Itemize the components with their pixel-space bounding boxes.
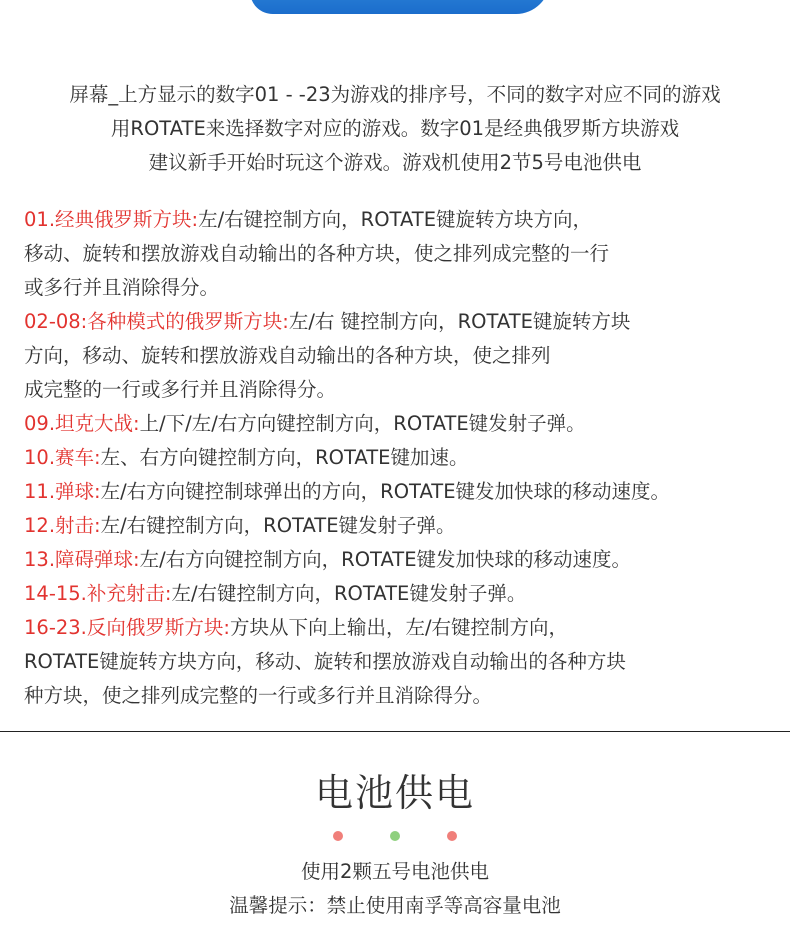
rule-line — [24, 407, 790, 441]
rule-text: ROTATE键旋转方块方向，移动、旋转和摆放游戏自动输出的各种方块 — [24, 650, 626, 673]
rule-name: 16-23.反向俄罗斯方块: — [24, 616, 230, 639]
rule-line — [24, 237, 790, 271]
intro-text — [0, 78, 790, 180]
rule-line — [24, 441, 790, 475]
rule-text: 或多行并且消除得分。 — [24, 276, 220, 299]
rule-line — [24, 339, 790, 373]
rule-text: 种方块，使之排列成完整的一行或多行并且消除得分。 — [24, 684, 493, 707]
rule-text: 左/右 键控制方向，ROTATE键旋转方块 — [288, 310, 631, 333]
game-device-image — [250, 0, 550, 14]
rule-line — [24, 475, 790, 509]
intro-line: 建议新手开始时玩这个游戏。游戏机使用2节5号电池供电 — [148, 151, 642, 174]
rule-line — [24, 679, 790, 713]
rule-name: 14-15.补充射击: — [24, 582, 172, 605]
rule-text: 成完整的一行或多行并且消除得分。 — [24, 378, 337, 401]
rule-name: 13.障碍弹球: — [24, 548, 140, 571]
rule-line — [24, 271, 790, 305]
rule-text: 左、右方向键控制方向，ROTATE键加速。 — [100, 446, 469, 469]
rule-line — [24, 611, 790, 645]
section-title: 电池供电 — [314, 771, 475, 815]
rule-name: 10.赛车: — [24, 446, 101, 469]
rule-text: 上/下/左/右方向键控制方向，ROTATE键发射子弹。 — [139, 412, 586, 435]
game-rules-list — [24, 203, 790, 713]
rule-line — [24, 543, 790, 577]
dot-icon — [447, 831, 457, 841]
rule-text: 方向，移动、旋转和摆放游戏自动输出的各种方块，使之排列 — [24, 344, 551, 367]
dot-icon — [390, 831, 400, 841]
rule-line — [24, 305, 790, 339]
rule-text: 左/右键控制方向，ROTATE键发射子弹。 — [100, 514, 456, 537]
rule-name: 11.弹球: — [24, 480, 101, 503]
intro-line: 用ROTATE来选择数字对应的游戏。数字01是经典俄罗斯方块游戏 — [110, 117, 680, 140]
rule-line — [24, 577, 790, 611]
rule-line — [24, 645, 790, 679]
rule-name: 02-08:各种模式的俄罗斯方块: — [24, 310, 289, 333]
rule-text: 移动、旋转和摆放游戏自动输出的各种方块，使之排列成完整的一行 — [24, 242, 610, 265]
rule-text: 左/右键控制方向，ROTATE键旋转方块方向， — [198, 208, 593, 231]
rule-line — [24, 203, 790, 237]
battery-warning: 温馨提示：禁止使用南孚等高容量电池 — [229, 894, 561, 917]
rule-line — [24, 509, 790, 543]
rule-text: 左/右键控制方向，ROTATE键发射子弹。 — [171, 582, 527, 605]
rule-text: 左/右方向键控制方向，ROTATE键发加快球的移动速度。 — [139, 548, 632, 571]
rule-text: 方块从下向上输出，左/右键控制方向， — [229, 616, 569, 639]
rule-name: 12.射击: — [24, 514, 101, 537]
dot-icon — [333, 831, 343, 841]
intro-line: 屏幕_上方显示的数字01 - -23为游戏的排序号，不同的数字对应不同的游戏 — [69, 83, 721, 106]
rule-name: 09.坦克大战: — [24, 412, 140, 435]
rule-line — [24, 373, 790, 407]
decorative-dots — [0, 831, 790, 843]
battery-line: 使用2颗五号电池供电 — [301, 860, 489, 883]
battery-info — [0, 855, 790, 923]
section-divider — [0, 731, 790, 732]
rule-text: 左/右方向键控制球弹出的方向，ROTATE键发加快球的移动速度。 — [100, 480, 671, 503]
rule-name: 01.经典俄罗斯方块: — [24, 208, 199, 231]
